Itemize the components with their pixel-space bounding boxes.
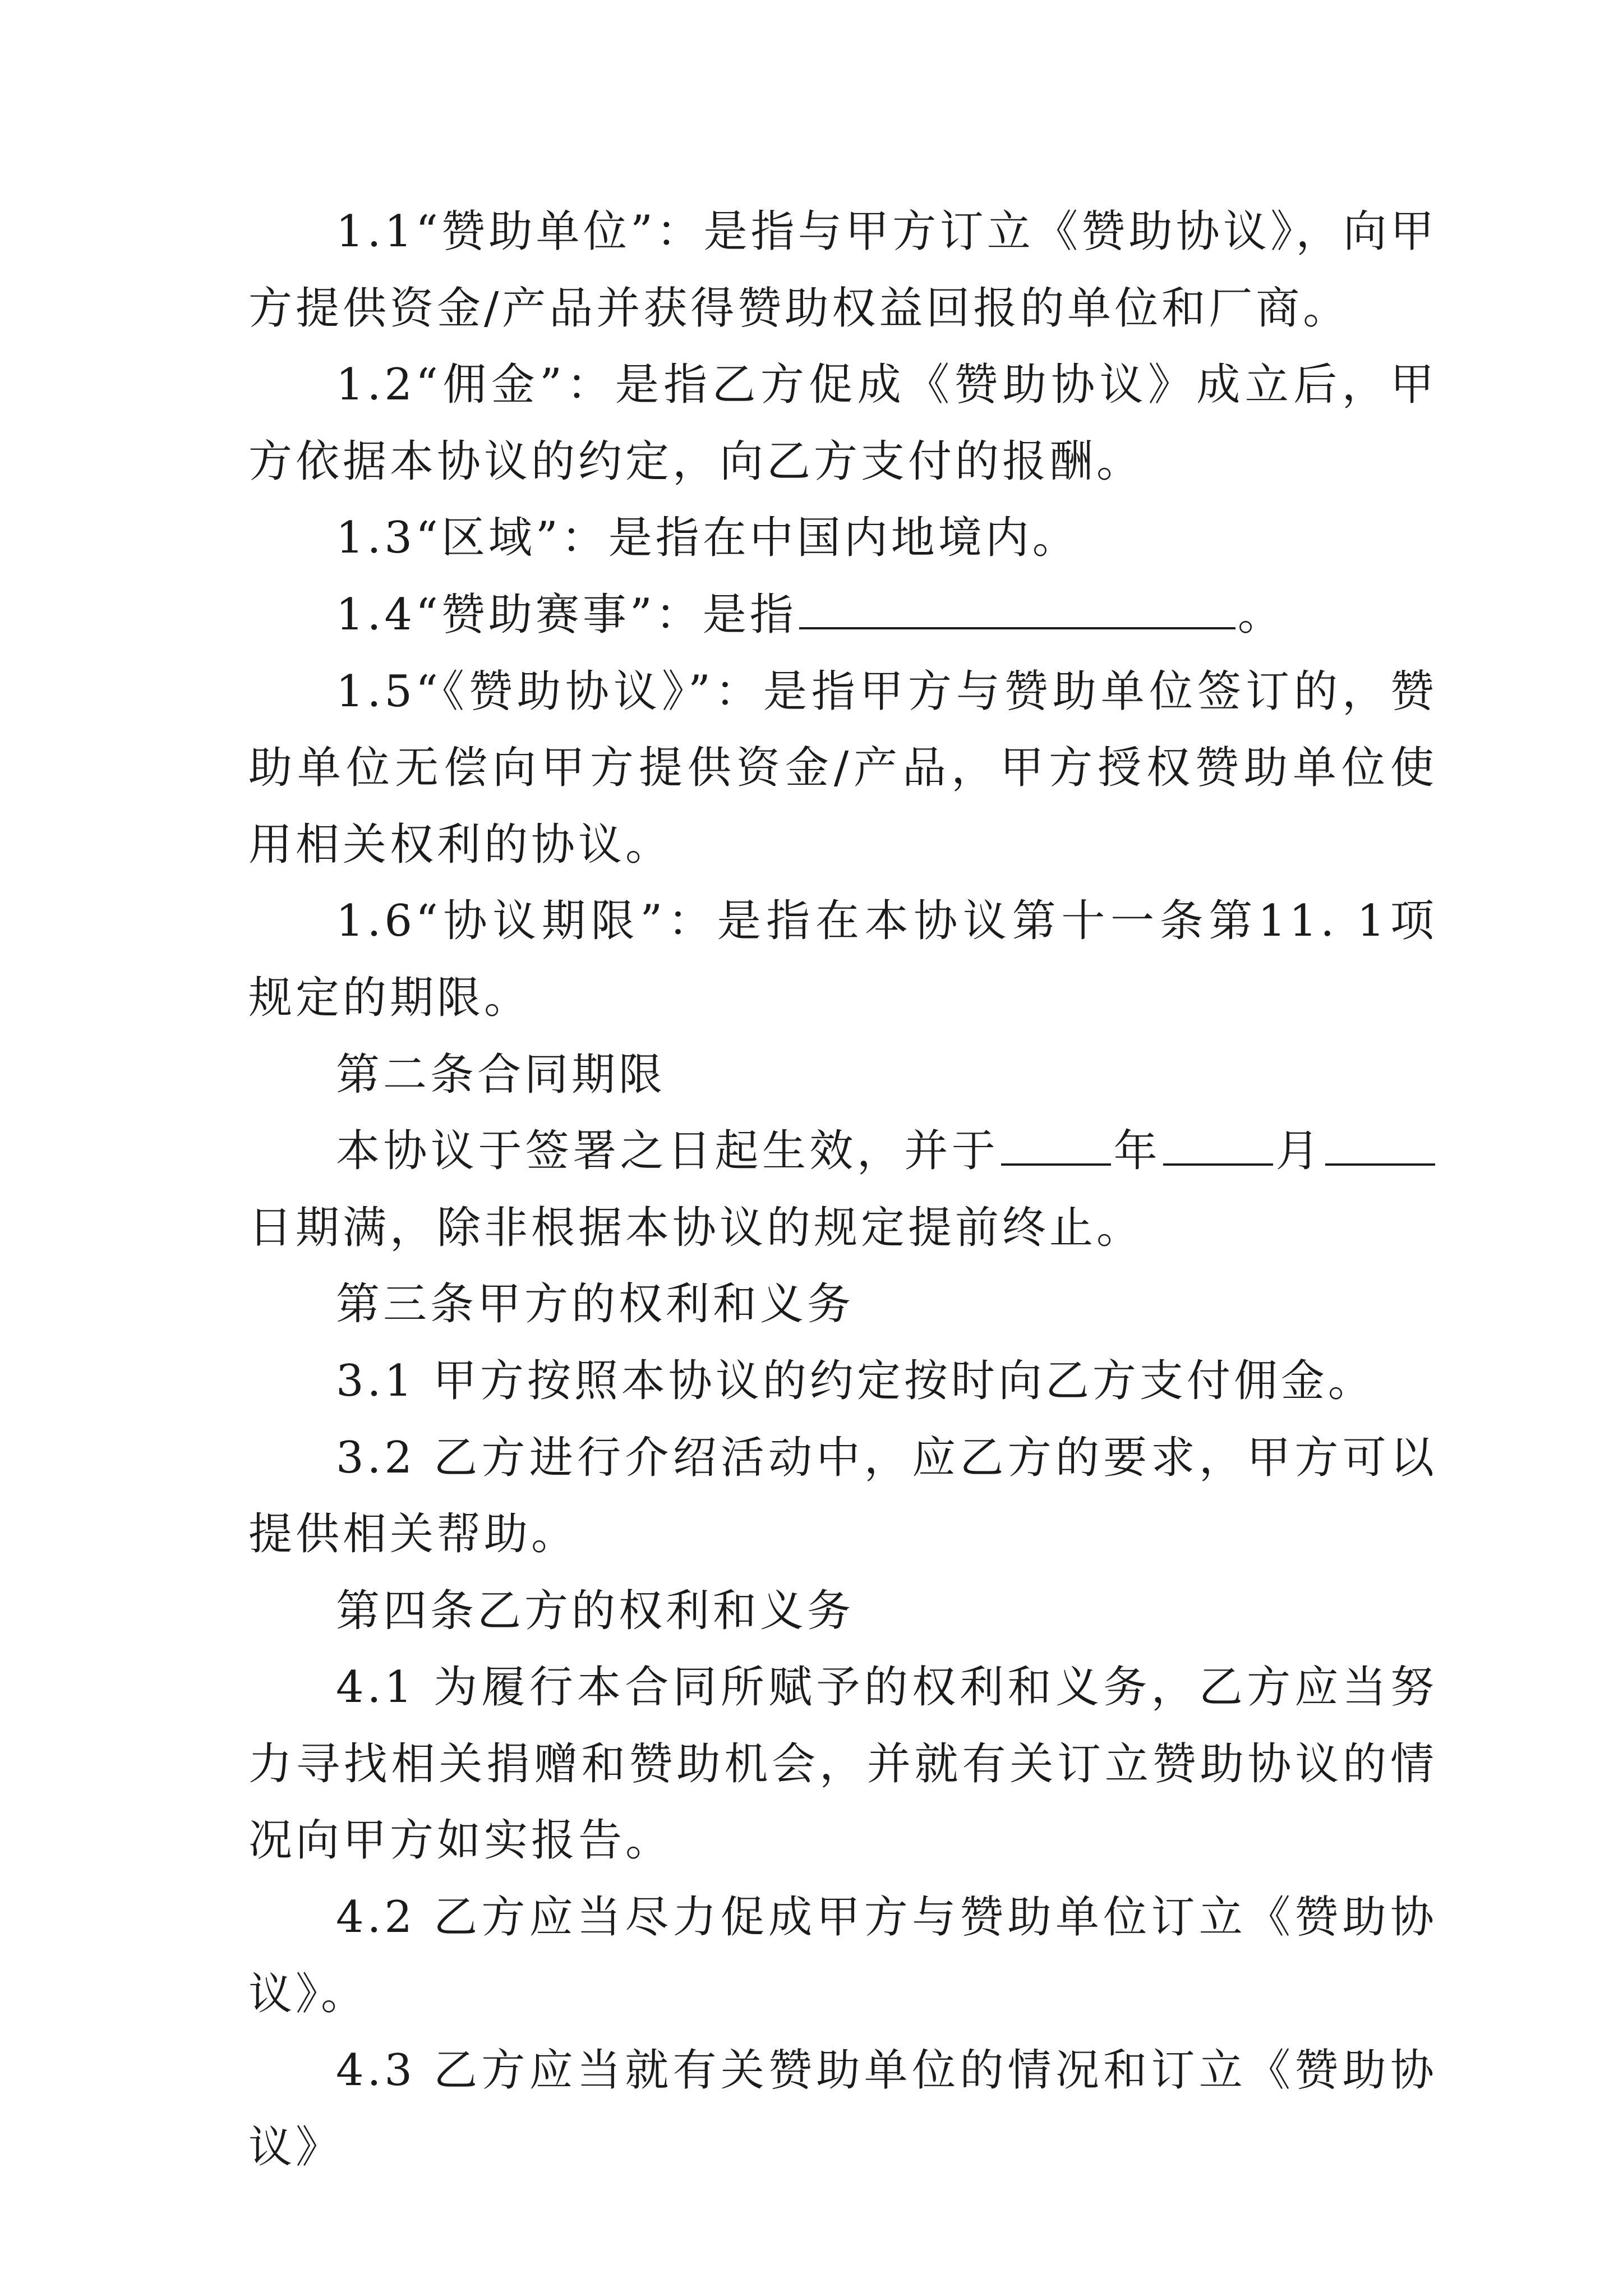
heading-text: 第四条乙方的权利和义务 xyxy=(336,1585,855,1636)
paragraph-3-2 xyxy=(248,1420,1437,1573)
paragraph-text: 1.6“协议期限”：是指在本协议第十一条第11. 1项规定的期限。 xyxy=(248,896,1437,1023)
paragraph-text: 1.4“赞助赛事”：是指 xyxy=(336,589,797,640)
paragraph-text: 。 xyxy=(1237,589,1285,640)
paragraph-1-3 xyxy=(248,500,1437,577)
paragraph-1-5 xyxy=(248,654,1437,884)
section-heading-2 xyxy=(248,1037,1437,1114)
fill-in-blank-month xyxy=(1163,1124,1273,1166)
paragraph-text: 4.3 乙方应当就有关赞助单位的情况和订立《赞助协议》 xyxy=(248,2045,1437,2173)
paragraph-1-4 xyxy=(248,577,1437,654)
paragraph-1-6 xyxy=(248,883,1437,1036)
fill-in-blank-day xyxy=(1325,1124,1435,1166)
paragraph-4-2 xyxy=(248,1879,1437,2032)
paragraph-text: 3.1 甲方按照本协议的约定按时向乙方支付佣金。 xyxy=(336,1355,1375,1406)
paragraph-4-1 xyxy=(248,1649,1437,1879)
paragraph-1-1 xyxy=(248,194,1437,347)
paragraph-text: 日期满，除非根据本协议的规定提前终止。 xyxy=(248,1202,1144,1253)
paragraph-text: 1.2“佣金”：是指乙方促成《赞助协议》成立后，甲方依据本协议的约定，向乙方支付的报酬。 xyxy=(248,360,1437,487)
paragraph-text: 4.1 为履行本合同所赋予的权利和义务，乙方应当努力寻找相关捐赠和赞助机会，并就有关订立赞助协议的情况向甲方如实报告。 xyxy=(248,1662,1437,1866)
heading-text: 第三条甲方的权利和义务 xyxy=(336,1279,855,1330)
paragraph-text: 1.5“《赞助协议》”：是指甲方与赞助单位签订的，赞助单位无偿向甲方提供资金/产品，甲方授权赞助单位使用相关权利的协议。 xyxy=(248,666,1437,870)
paragraph-text: 3.2 乙方进行介绍活动中，应乙方的要求，甲方可以提供相关帮助。 xyxy=(248,1432,1437,1560)
fill-in-blank-year xyxy=(1001,1124,1111,1166)
paragraph-3-1 xyxy=(248,1343,1437,1420)
paragraph-1-2 xyxy=(248,347,1437,500)
paragraph-text: 4.2 乙方应当尽力促成甲方与赞助单位订立《赞助协议》。 xyxy=(248,1892,1437,2019)
fill-in-blank xyxy=(799,588,1235,629)
paragraph-text: 年 xyxy=(1113,1126,1161,1177)
paragraph-4-3 xyxy=(248,2032,1437,2185)
paragraph-text: 月 xyxy=(1275,1126,1323,1177)
paragraph-term xyxy=(248,1113,1437,1266)
paragraph-text: 1.3“区域”：是指在中国内地境内。 xyxy=(336,513,1080,564)
section-heading-4 xyxy=(248,1573,1437,1650)
section-heading-3 xyxy=(248,1266,1437,1343)
heading-text: 第二条合同期限 xyxy=(336,1049,666,1100)
document-body xyxy=(248,194,1437,2185)
paragraph-text: 1.1“赞助单位”：是指与甲方订立《赞助协议》，向甲方提供资金/产品并获得赞助权益回报的单位和厂商。 xyxy=(248,206,1437,334)
paragraph-text: 本协议于签署之日起生效，并于 xyxy=(336,1126,999,1177)
